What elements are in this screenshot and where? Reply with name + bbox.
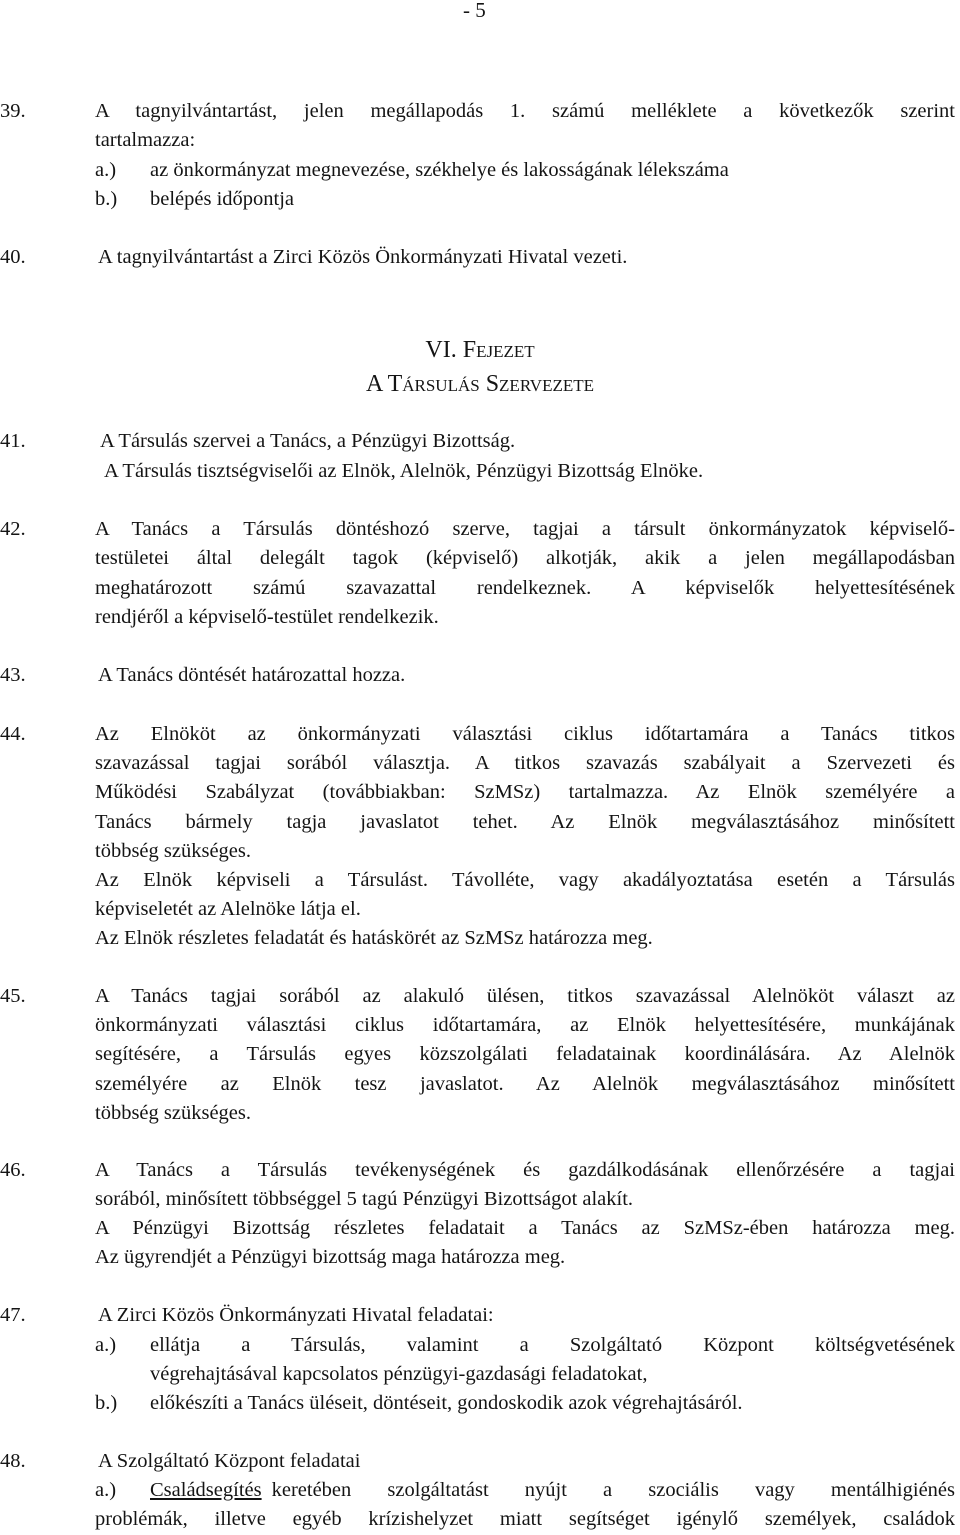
item-number: 39. bbox=[0, 100, 26, 122]
paragraph-line: A Pénzügyi Bizottság részletes feladatait a Tanács az SzMSz-ében határozza meg. bbox=[95, 1217, 955, 1239]
sub-item-text: ellátja a Társulás, valamint a Szolgáltató Központ költségvetésének bbox=[150, 1334, 955, 1356]
paragraph-line: A Tanács a Társulás tevékenységének és gazdálkodásának ellenőrzésére a tagjai bbox=[95, 1159, 955, 1181]
sub-item-text: keretében szolgáltatást nyújt a szociális vagy mentálhigiénés bbox=[271, 1479, 955, 1501]
paragraph-line: A Tanács a Társulás döntéshozó szerve, tagjai a társult önkormányzatok képviselő- bbox=[95, 518, 955, 540]
paragraph-line: A tagnyilvántartást, jelen megállapodás 1. számú melléklete a következők szerint bbox=[95, 100, 955, 122]
item-number: 46. bbox=[0, 1159, 26, 1181]
paragraph-line: problémák, illetve egyéb krízishelyzet miatt segítséget igénylő személyek, családok bbox=[95, 1508, 955, 1530]
sub-item-text: előkészíti a Tanács üléseit, döntéseit, gondoskodik azok végrehajtásáról. bbox=[150, 1392, 743, 1414]
paragraph-line: testületei által delegált tagok (képviselő) alkotják, akik a jelen megállapodásban bbox=[95, 547, 955, 569]
sub-item-text: belépés időpontja bbox=[150, 188, 295, 210]
sub-item-label: a.) bbox=[95, 1479, 117, 1501]
item-number: 40. bbox=[0, 246, 26, 268]
underlined-term: Családsegítés bbox=[150, 1479, 262, 1501]
paragraph-line: A Szolgáltató Központ feladatai bbox=[98, 1450, 361, 1472]
paragraph-line: segítésére, a Társulás egyes közszolgálati feladatainak koordinálására. Az Alelnök bbox=[95, 1043, 955, 1065]
page-number: - 5 bbox=[463, 0, 486, 22]
item-number: 44. bbox=[0, 723, 26, 745]
item-number: 47. bbox=[0, 1304, 26, 1326]
sub-item-label: b.) bbox=[95, 1392, 118, 1414]
paragraph-line: többség szükséges. bbox=[95, 840, 252, 862]
paragraph-line: meghatározott számú szavazattal rendelkeznek. A képviselők helyettesítésének bbox=[95, 577, 955, 599]
paragraph-line: A Társulás tisztségviselői az Elnök, Alelnök, Pénzügyi Bizottság Elnöke. bbox=[104, 460, 704, 482]
paragraph-line: tartalmazza: bbox=[95, 129, 196, 151]
paragraph-line: Működési Szabályzat (továbbiakban: SzMSz) tartalmazza. Az Elnök személyére a bbox=[95, 781, 955, 803]
item-number: 41. bbox=[0, 430, 26, 452]
paragraph-line: sorából, minősített többséggel 5 tagú Pénzügyi Bizottságot alakít. bbox=[95, 1188, 634, 1210]
paragraph-line: A Társulás szervei a Tanács, a Pénzügyi Bizottság. bbox=[100, 430, 516, 452]
paragraph-line: Az Elnök képviseli a Társulást. Távolléte, vagy akadályoztatása esetén a Társulás bbox=[95, 869, 955, 891]
sub-item-label: a.) bbox=[95, 1334, 117, 1356]
paragraph-line: személyére az Elnök tesz javaslatot. Az Alelnök megválasztásához minősített bbox=[95, 1073, 955, 1095]
paragraph-line: A Tanács döntését határozattal hozza. bbox=[98, 664, 406, 686]
item-number: 45. bbox=[0, 985, 26, 1007]
sub-item-first-line bbox=[150, 1480, 955, 1501]
sub-item-text: végrehajtásával kapcsolatos pénzügyi-gazdasági feladatokat, bbox=[150, 1363, 648, 1385]
paragraph-line: többség szükséges. bbox=[95, 1102, 252, 1124]
paragraph-line: rendjéről a képviselő-testület rendelkezik. bbox=[95, 606, 439, 628]
chapter-subtitle: A Társulás Szervezete bbox=[366, 371, 594, 397]
sub-item-label: a.) bbox=[95, 159, 117, 181]
paragraph-line: képviseletét az Alelnöke látja el. bbox=[95, 898, 361, 920]
item-number: 43. bbox=[0, 664, 26, 686]
item-number: 42. bbox=[0, 518, 26, 540]
paragraph-line: szavazással tagjai sorából választja. A titkos szavazás szabályait a Szervezeti és bbox=[95, 752, 955, 774]
paragraph-line: A tagnyilvántartást a Zirci Közös Önkormányzati Hivatal vezeti. bbox=[98, 246, 628, 268]
sub-item-label: b.) bbox=[95, 188, 118, 210]
chapter-title: VI. Fejezet bbox=[425, 337, 535, 363]
paragraph-line: Az ügyrendjét a Pénzügyi bizottság maga határozza meg. bbox=[95, 1246, 566, 1268]
paragraph-line: Az Elnököt az önkormányzati választási ciklus időtartamára a Tanács titkos bbox=[95, 723, 955, 745]
sub-item-text: az önkormányzat megnevezése, székhelye és lakosságának lélekszáma bbox=[150, 159, 729, 181]
paragraph-line: önkormányzati választási ciklus időtartamára, az Elnök helyettesítésére, munkájának bbox=[95, 1014, 955, 1036]
paragraph-line: Tanács bármely tagja javaslatot tehet. Az Elnök megválasztásához minősített bbox=[95, 811, 955, 833]
paragraph-line: A Tanács tagjai sorából az alakuló ülésen, titkos szavazással Alelnököt választ az bbox=[95, 985, 955, 1007]
item-number: 48. bbox=[0, 1450, 26, 1472]
paragraph-line: A Zirci Közös Önkormányzati Hivatal feladatai: bbox=[98, 1304, 494, 1326]
paragraph-line: Az Elnök részletes feladatát és hatáskörét az SzMSz határozza meg. bbox=[95, 927, 653, 949]
